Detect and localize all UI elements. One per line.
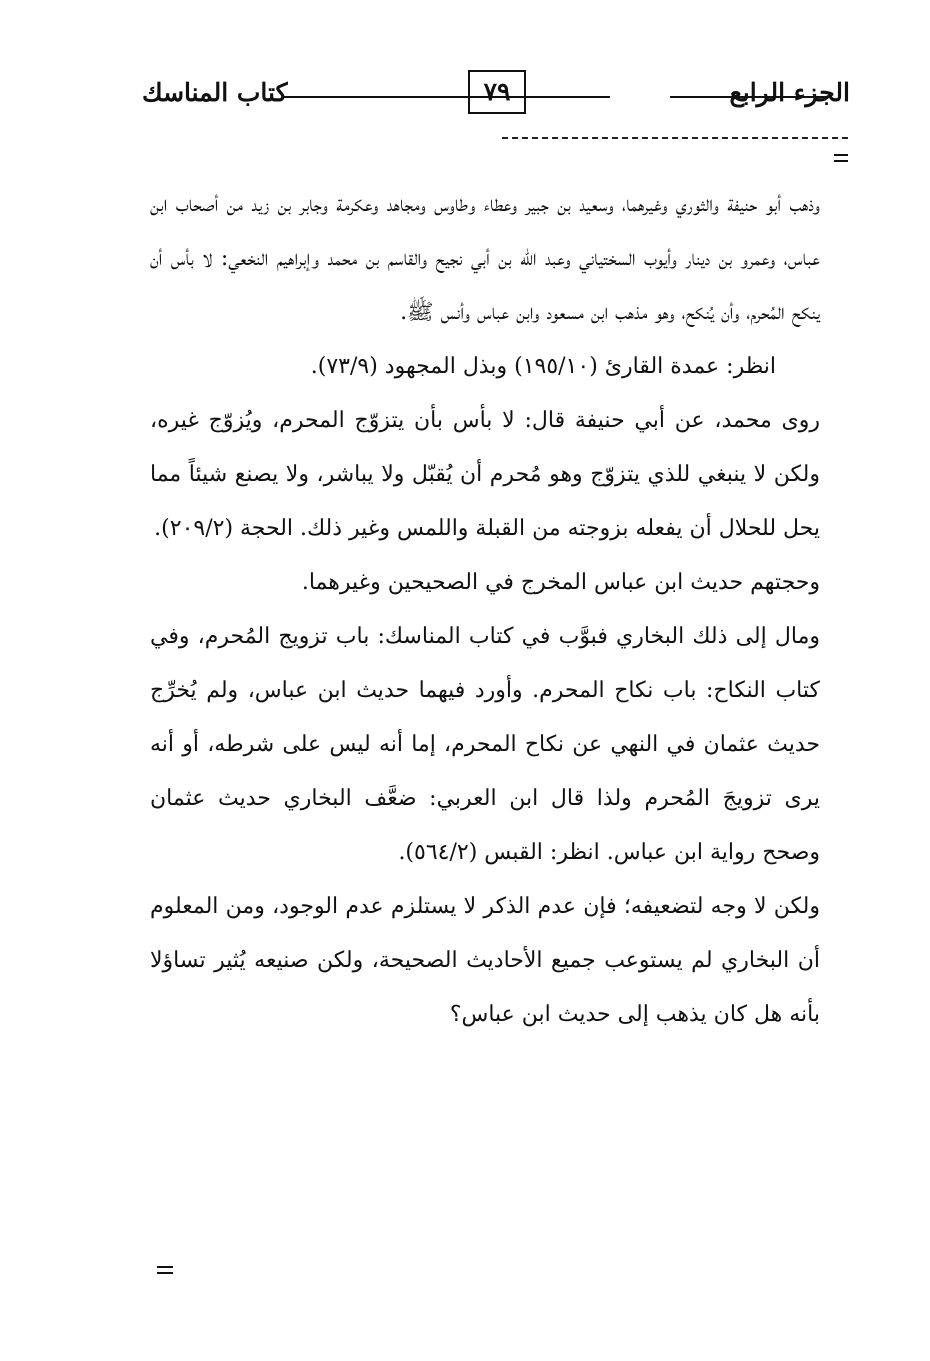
- running-header: [142, 70, 850, 120]
- double-line-mark-top: [834, 154, 848, 166]
- dashed-separator: [502, 137, 848, 139]
- book-title: كتاب المناسك: [142, 78, 288, 107]
- header-rule-right: [670, 96, 832, 98]
- paragraph: وحجتهم حديث ابن عباس المخرج في الصحيحين وغيرهما.: [301, 570, 820, 595]
- page-number: ٧٩: [468, 70, 526, 114]
- paragraph: وذهب أبو حنيفة والثوري وغيرهما، وسعيد بن جبير وعطاء وطاوس ومجاهد وعكرمة وجابر بن زيد من أصحاب ابن عباس، وعمرو بن دينار وأيوب السختياني وعبد الله بن أبي نجيح والقاسم بن محمد وإبراهيم النخعي: لا بأس أن ينكح المُحرم، وأن يُنكح، وهو مذهب ابن مسعود وابن عباس وأنس ﷺ.: [150, 192, 820, 325]
- paragraph: ولكن لا وجه لتضعيفه؛ فإن عدم الذكر لا يستلزم عدم الوجود، ومن المعلوم أن البخاري لم يستوعب جميع الأحاديث الصحيحة، ولكن صنيعه يُثير تساؤلا بأنه هل كان يذهب إلى حديث ابن عباس؟: [150, 894, 820, 1027]
- page-body: [150, 178, 820, 1042]
- paragraph: روى محمد، عن أبي حنيفة قال: لا بأس بأن يتزوّج المحرم، ويُزوّج غيره، ولكن لا ينبغي للذي يتزوّج وهو مُحرم أن يُقبّل ولا يباشر، ولا يصنع شيئاً مما يحل للحلال أن يفعله بزوجته من القبلة واللمس وغير ذلك. الحجة (٢٠٩/٢).: [150, 408, 820, 541]
- double-line-mark-bottom: [157, 1266, 173, 1278]
- header-rule-left: [282, 96, 610, 98]
- paragraph: ومال إلى ذلك البخاري فبوَّب في كتاب المناسك: باب تزويج المُحرم، وفي كتاب النكاح: باب نكاح المحرم. وأورد فيهما حديث ابن عباس، ولم يُخرِّج حديث عثمان في النهي عن نكاح المحرم، إما أنه ليس على شرطه، أو أنه يرى تزويجَ المُحرم ولذا قال ابن العربي: ضعَّف البخاري حديث عثمان وصحح رواية ابن عباس. انظر: القبس (٥٦٤/٢).: [150, 624, 820, 865]
- paragraph: انظر: عمدة القارئ (١٩٥/١٠) وبذل المجهود (٧٣/٩).: [310, 354, 776, 379]
- volume-title: الجزء الرابع: [729, 78, 850, 107]
